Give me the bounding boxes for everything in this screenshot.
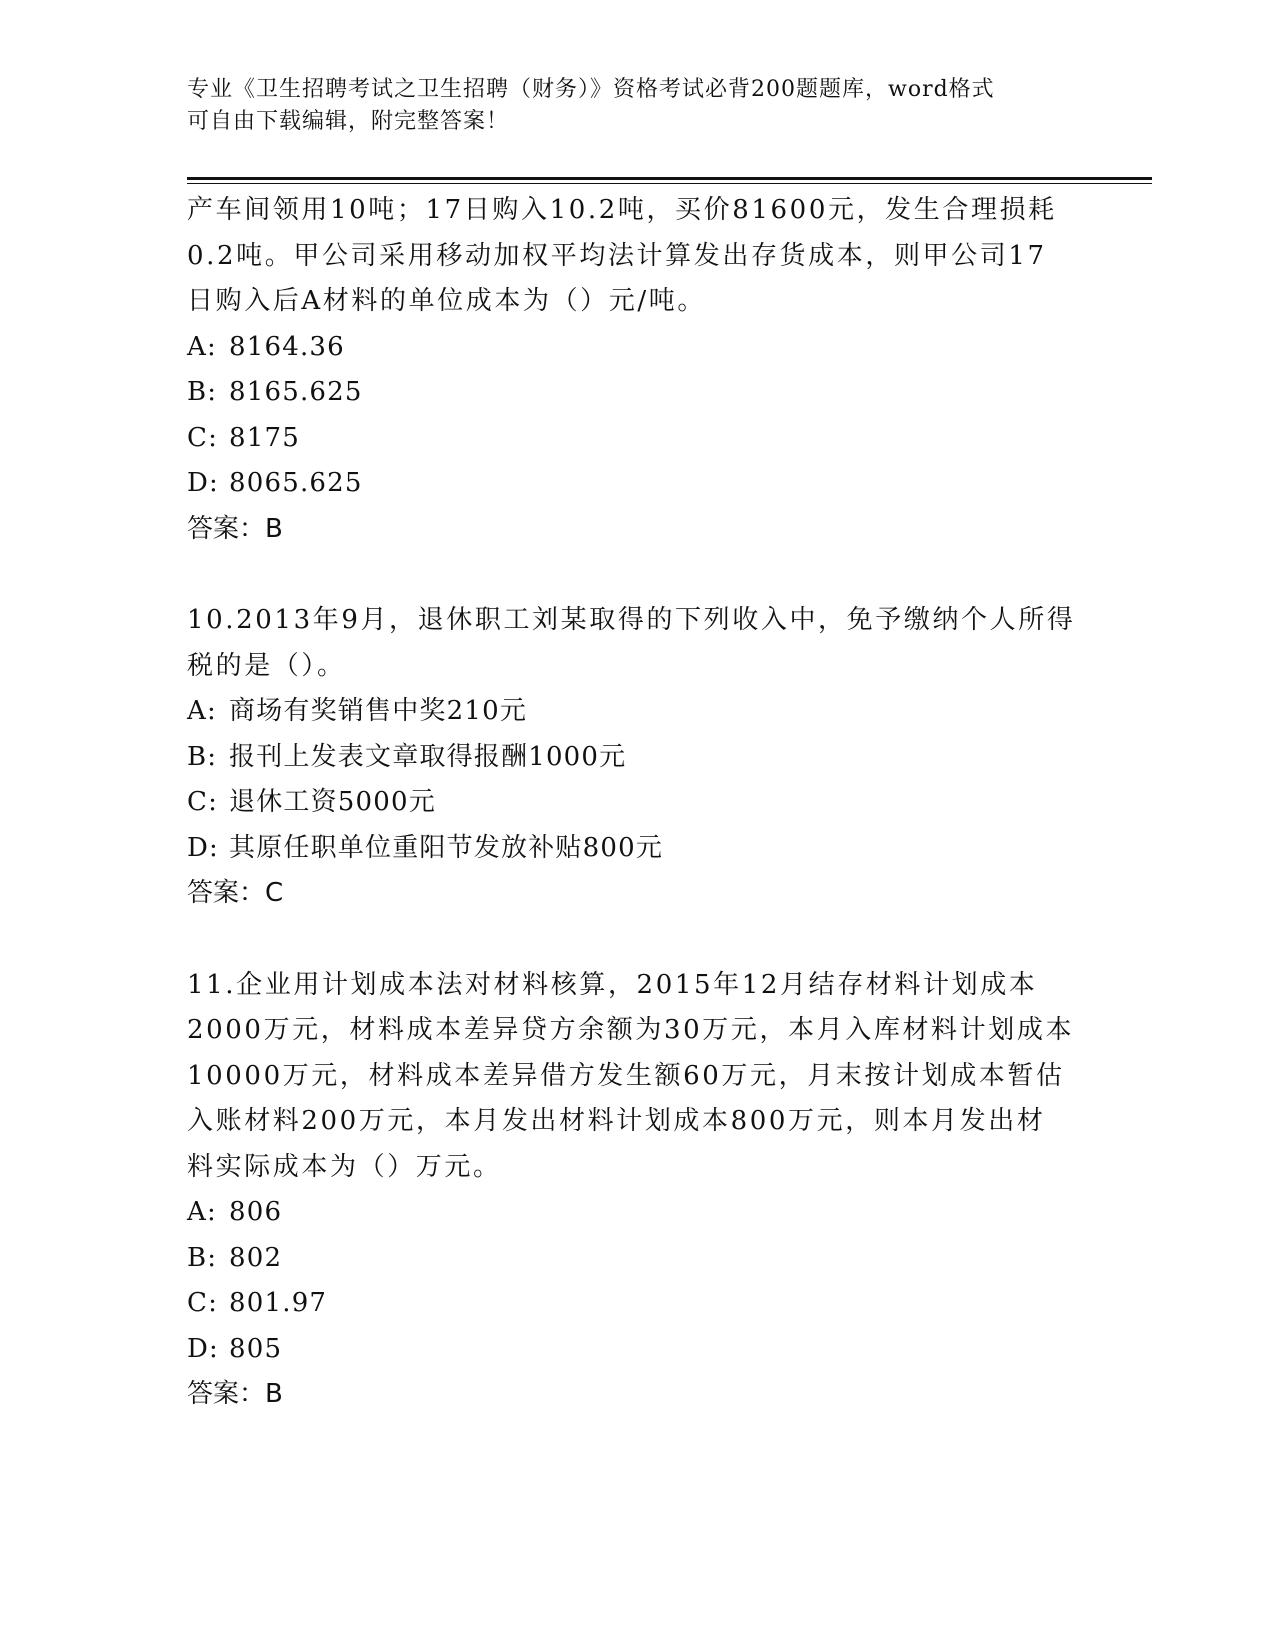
option-d: [187, 826, 1087, 872]
option-c: [187, 780, 1087, 826]
header-rule-thick: [187, 177, 1152, 180]
option-text: 802: [229, 1242, 283, 1273]
option-letter: B:: [187, 377, 218, 407]
option-text: 商场有奖销售中奖210元: [229, 696, 528, 726]
question-stem-line: 日购入后A材料的单位成本为（）元/吨。: [187, 286, 706, 316]
question-stem-line: 2000万元，材料成本差异贷方余额为30万元，本月入库材料计划成本: [187, 1015, 1075, 1045]
option-letter: C:: [187, 1288, 219, 1318]
option-text: 8065.625: [229, 468, 363, 498]
question-item: [187, 188, 1087, 552]
option-text: 8165.625: [229, 377, 363, 407]
option-c: [187, 416, 1087, 462]
option-letter: D:: [187, 832, 220, 863]
header-title-line-2: 可自由下载编辑，附完整答案！: [187, 109, 510, 134]
question-list: [187, 188, 1087, 1464]
option-d: [187, 461, 1087, 507]
option-a: [187, 325, 1087, 371]
option-b: [187, 735, 1087, 781]
option-text: 报刊上发表文章取得报酬1000元: [229, 741, 627, 772]
option-a: [187, 1190, 1087, 1236]
option-letter: C:: [187, 422, 219, 453]
answer-line: 答案：B: [187, 513, 283, 544]
option-text: 805: [229, 1333, 283, 1364]
option-letter: D:: [187, 1333, 220, 1364]
option-letter: A:: [187, 1197, 217, 1227]
option-b: [187, 1236, 1087, 1282]
question-stem-line: 料实际成本为（）万元。: [187, 1151, 502, 1182]
option-text: 8164.36: [229, 331, 345, 362]
question-item: [187, 963, 1087, 1418]
header-title-line-1: 专业《卫生招聘考试之卫生招聘（财务）》资格考试必背200题题库，word格式: [187, 77, 995, 102]
answer-line: 答案：B: [187, 1379, 283, 1409]
option-a: [187, 689, 1087, 735]
option-c: [187, 1281, 1087, 1327]
option-text: 其原任职单位重阳节发放补贴800元: [229, 832, 664, 863]
question-stem-line: 0.2吨。甲公司采用移动加权平均法计算发出存货成本，则甲公司17: [187, 240, 1047, 271]
option-b: [187, 370, 1087, 416]
option-letter: D:: [187, 468, 220, 498]
option-letter: A:: [187, 696, 217, 726]
question-stem-line: 10.2013年9月，退休职工刘某取得的下列收入中，免予缴纳个人所得: [187, 605, 1076, 635]
question-stem-line: 税的是（）。: [187, 650, 346, 681]
option-text: 8175: [229, 422, 300, 453]
option-letter: C:: [187, 787, 219, 817]
option-text: 退休工资5000元: [229, 787, 436, 817]
option-text: 806: [229, 1197, 283, 1227]
option-letter: B:: [187, 1242, 218, 1273]
question-stem-line: 11.企业用计划成本法对材料核算，2015年12月结存材料计划成本: [187, 969, 1038, 1000]
option-letter: A:: [187, 331, 217, 362]
option-letter: B:: [187, 741, 218, 772]
option-text: 801.97: [229, 1288, 328, 1318]
option-d: [187, 1327, 1087, 1373]
answer-line: 答案：C: [187, 878, 284, 908]
header-rule-thin: [187, 183, 1152, 184]
question-stem-line: 入账材料200万元，本月发出材料计划成本800万元，则本月发出材: [187, 1106, 1046, 1136]
question-item: [187, 598, 1087, 917]
question-stem-line: 10000万元，材料成本差异借方发生额60万元，月末按计划成本暂估: [187, 1060, 1065, 1091]
document-header: [187, 74, 1067, 138]
question-stem-line: 产车间领用10吨；17日购入10.2吨，买价81600元，发生合理损耗: [187, 195, 1057, 225]
